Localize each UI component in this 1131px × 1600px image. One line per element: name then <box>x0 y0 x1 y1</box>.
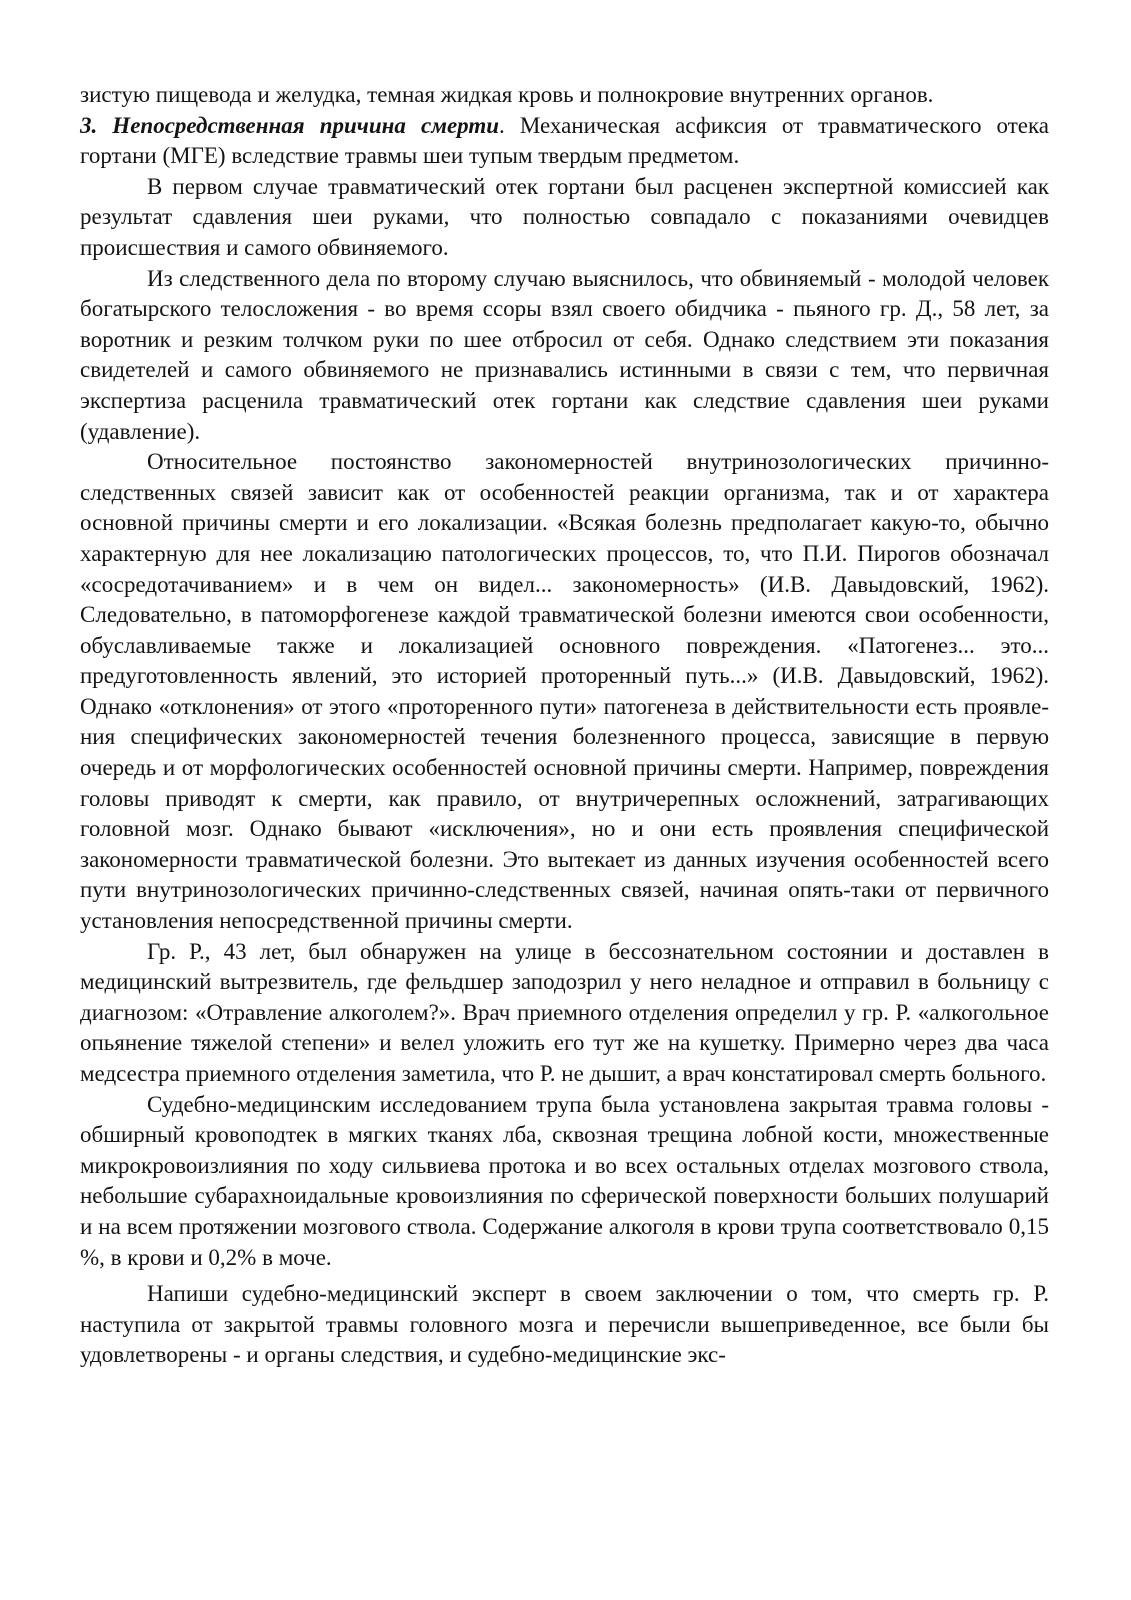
paragraph-text: Из следственного дела по второму случаю выяснилось, что обвиняемый - молодой человек богатырского телосложения - во время ссоры взял своего обидчика - пьяного гр. Д., 58 лет, за воротник и резким толчком руки по шее отбросил от себя. Однако следствием эти показания свидетелей и самого обвиняемого не признавались истинными в связи с тем, что первичная экспертиза расценила травматический отек гортани как следствие сдавления шеи руками (удавление). <box>80 265 1049 444</box>
paragraph-continuation <box>80 80 1049 111</box>
paragraph-autopsy <box>80 1090 1049 1274</box>
paragraph-text: Гр. Р., 43 лет, был обнаружен на улице в бессознательном состоянии и доставлен в медицинский вытрезвитель, где фельдшер заподозрил у него неладное и отправил в больницу с диагнозом: «Отравление алкоголем?». Врач приемного отделения определил у гр. Р. «алкогольное опьянение тяжелой степени» и велел уложить его тут же на кушетку. Примерно через два часа медсестра приемного отделения заметила, что Р. не дышит, а врач констатировал смерть больного. <box>80 938 1049 1086</box>
paragraph-text: Судебно-медицинским исследованием трупа была установлена закрытая травма головы - обширный кровоподтек в мягких тканях лба, сквозная трещина лобной кости, множественные микрокровоизлияния по ходу сильвиева протока и во всех остальных отделах мозгового ствола, небольшие субарахноидальные кровоизлияния по сферической поверхности больших полушарий и на всем протяжении мозгового ствола. Содержание алкоголя в крови трупа соответствовало 0,15 %, в крови и 0,2% в моче. <box>80 1091 1049 1270</box>
paragraph-text: . Механическая асфиксия от травматического отека гортани (МГЕ) вследствие травмы шеи тупым твердым предметом. <box>80 112 1049 169</box>
document-page <box>80 80 1049 1371</box>
paragraph-conclusion <box>80 1279 1049 1371</box>
paragraph-second-case <box>80 264 1049 448</box>
paragraph-text: Относительное постоянство закономерностей внутринозологических причинно-следственных связей зависит как от особенностей реакции организма, так и от характера основной причины смерти и его локализации. «Всякая болезнь предполагает какую-то, обычно характерную для нее локализацию патологических процессов, то, что П.И. Пирогов обозначал «сосредотачиванием» и в чем он видел... закономерность» (И.В. Давыдовский, 1962). Следовательно, в патоморфогенезе каждой травматической болезни имеются свои особенности, обуславливаемые также и локализацией основного повреждения. «Патогенез... это... предуготовленность явлений, это историей проторенный путь...» (И.В. Давыдовский, 1962). Однако «отклонения» от этого «проторенного пути» патогенеза в действительности есть проявления специфических закономерностей течения болезненного процесса, зависящие в первую очередь и от морфологических особенностей основной причины смерти. Например, повреждения головы приводят к смерти, как правило, от внутричерепных осложнений, затрагивающих головной мозг. Однако бывают «исключения», но и они есть проявления специфической закономерности травматической болезни. Это вытекает из данных изучения особенностей всего пути внутринозологических причинно-следственных связей, начиная опять-таки от первичного установления непосредственной причины смерти. <box>80 449 1049 934</box>
paragraph-text: В первом случае травматический отек гортани был расценен экспертной комиссией как результат сдавления шеи руками, что полностью совпадало с показаниями очевидцев происшествия и самого обвиняемого. <box>80 173 1049 260</box>
paragraph-case-r <box>80 937 1049 1090</box>
paragraph-text: зистую пищевода и желудка, темная жидкая кровь и полнокровие внутренних органов. <box>80 82 934 107</box>
paragraph-immediate-cause <box>80 111 1049 172</box>
paragraph-constancy <box>80 447 1049 937</box>
section-heading: 3. Непосредственная причина смерти <box>80 112 500 138</box>
paragraph-text: Напиши судебно-медицинский эксперт в своем заключении о том, что смерть гр. Р. наступила от закрытой травмы головного мозга и перечисли вышеприведенное, все были бы удовлетворены - и органы следствия, и судебно-медицинские экс- <box>80 1281 1049 1368</box>
paragraph-first-case <box>80 172 1049 264</box>
